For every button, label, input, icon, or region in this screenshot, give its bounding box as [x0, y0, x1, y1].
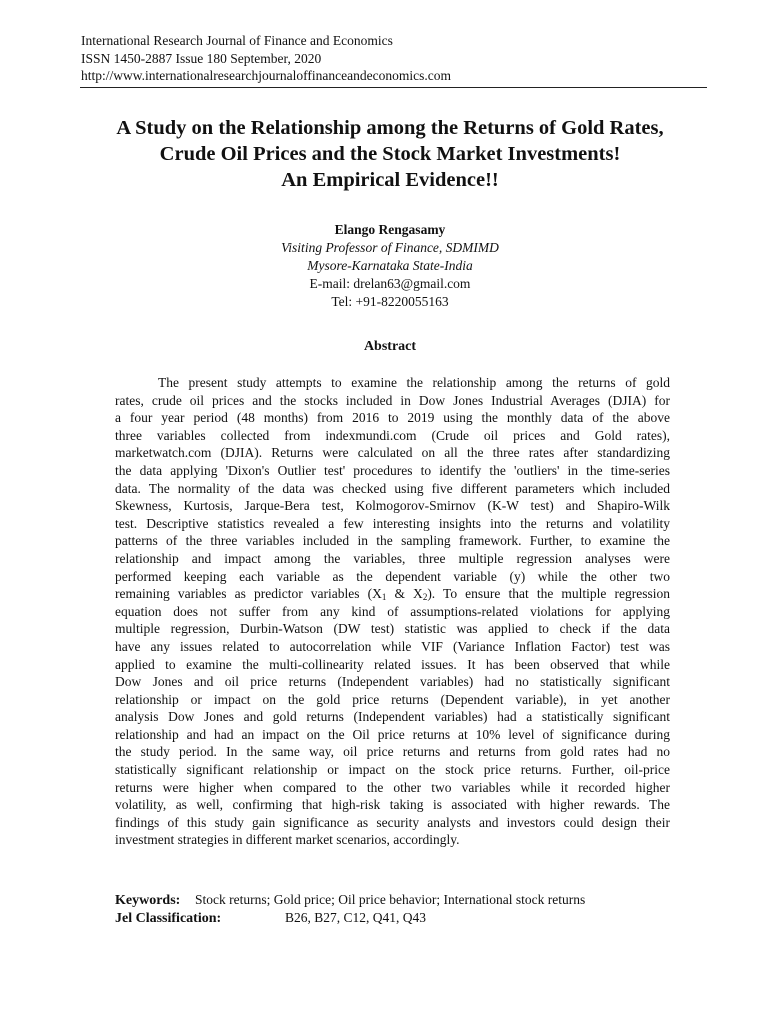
- subscript: 1: [381, 592, 387, 603]
- abstract-line: investment strategies in different market scenarios, accordingly.: [115, 832, 460, 848]
- keywords-value: Stock returns; Gold price; Oil price behavior; International stock returns: [195, 892, 586, 907]
- abstract-line: volatility, as well, confirming that high-risk taking is associated with higher rewards. The: [115, 797, 670, 813]
- author-position: Visiting Professor of Finance, SDMIMD: [281, 240, 499, 255]
- abstract-body: [115, 374, 670, 849]
- title-line-3: An Empirical Evidence!!: [281, 169, 499, 191]
- abstract-text: ). To ensure that the multiple regression: [427, 586, 670, 602]
- abstract-line: the data applying 'Dixon's Outlier test' procedures to identify the 'outliers' in the time-series: [115, 462, 670, 478]
- abstract-text: remaining variables as predictor variables (X: [115, 586, 382, 602]
- abstract-line: returns were higher when compared to the other two variables while it recorded higher: [115, 779, 670, 795]
- abstract-line: findings of this study gain significance as security analysts and investors could design their: [115, 814, 670, 830]
- title-line-2: Crude Oil Prices and the Stock Market Investments!: [159, 143, 621, 165]
- jel-label: Jel Classification:: [115, 911, 222, 926]
- abstract-line: multiple regression, Durbin-Watson (DW test) statistic was applied to check if the data: [115, 621, 670, 637]
- journal-name: International Research Journal of Finance and Economics: [81, 33, 393, 48]
- abstract-line-with-subscripts: [115, 585, 670, 603]
- abstract-line: marketwatch.com (DJIA). Returns were calculated on all the three rates after standardizing: [115, 445, 670, 461]
- abstract-line: applied to examine the multi-collinearity related issues. It has been observed that while: [115, 656, 670, 672]
- abstract-line: Skewness, Kurtosis, Jarque-Bera test, Kolmogorov-Smirnov (K-W test) and Shapiro-Wilk: [115, 498, 670, 514]
- title-line-1: A Study on the Relationship among the Returns of Gold Rates,: [116, 117, 664, 139]
- author-block: [100, 221, 680, 311]
- keywords-row: [115, 891, 586, 909]
- abstract-line: data. The normality of the data was checked using five different parameters which included: [115, 480, 670, 496]
- abstract-line: equation does not suffer from any kind of assumptions-related violations for applying: [115, 603, 670, 619]
- paper-title: [60, 115, 720, 193]
- abstract-line: statistically significant relationship or impact on the stock price returns. Further, oil-price: [115, 762, 670, 778]
- header-divider: [80, 87, 707, 88]
- abstract-line: relationship and impact among the variables, three multiple regression analyses were: [115, 550, 670, 566]
- subscript: 2: [422, 592, 428, 603]
- author-email[interactable]: E-mail: drelan63@gmail.com: [309, 276, 471, 291]
- abstract-line: relationship and had an impact on the Oil price returns at 10% level of significance during: [115, 726, 670, 742]
- abstract-line: the study period. In the same way, oil price returns and returns from gold rates had no: [115, 744, 670, 760]
- abstract-line: three variables collected from indexmundi.com (Crude oil prices and Gold rates),: [115, 427, 670, 443]
- abstract-line: relationship or impact on the gold price returns (Dependent variable), in yet another: [115, 691, 670, 707]
- author-tel: Tel: +91-8220055163: [331, 294, 449, 309]
- keywords-label: Keywords:: [115, 893, 181, 908]
- journal-header: [81, 32, 451, 85]
- abstract-line: Dow Jones and oil price returns (Independent variables) had no statistically significant: [115, 674, 670, 690]
- abstract-line: test. Descriptive statistics revealed a few interesting insights into the returns and volatility: [115, 515, 670, 531]
- abstract-heading: Abstract: [363, 339, 417, 354]
- author-location: Mysore-Karnataka State-India: [307, 258, 473, 273]
- journal-url[interactable]: http://www.internationalresearchjournaloffinanceandeconomics.com: [81, 68, 451, 83]
- abstract-text: & X: [386, 586, 423, 602]
- abstract-line: analysis Dow Jones and gold returns (Independent variables) had a statistically significant: [115, 709, 670, 725]
- journal-issn: ISSN 1450-2887 Issue 180 September, 2020: [81, 50, 322, 66]
- abstract-line: have any issues related to autocorrelation while VIF (Variance Inflation Factor) test was: [115, 638, 670, 654]
- author-name: Elango Rengasamy: [334, 222, 446, 237]
- abstract-line: a four year period (48 months) from 2016 to 2019 using the monthly data of the above: [115, 410, 670, 426]
- abstract-line: rates, crude oil prices and the stocks included in Dow Jones Industrial Averages (DJIA) for: [115, 392, 670, 408]
- abstract-line: The present study attempts to examine the relationship among the returns of gold: [158, 375, 670, 390]
- abstract-line: performed keeping each variable as the dependent variable (y) while the other two: [115, 568, 670, 584]
- jel-row: [115, 909, 427, 927]
- jel-value: B26, B27, C12, Q41, Q43: [285, 910, 427, 925]
- abstract-line: patterns of the three variables included in the sampling framework. Further, to examine the: [115, 533, 670, 549]
- keywords-block: [115, 891, 586, 927]
